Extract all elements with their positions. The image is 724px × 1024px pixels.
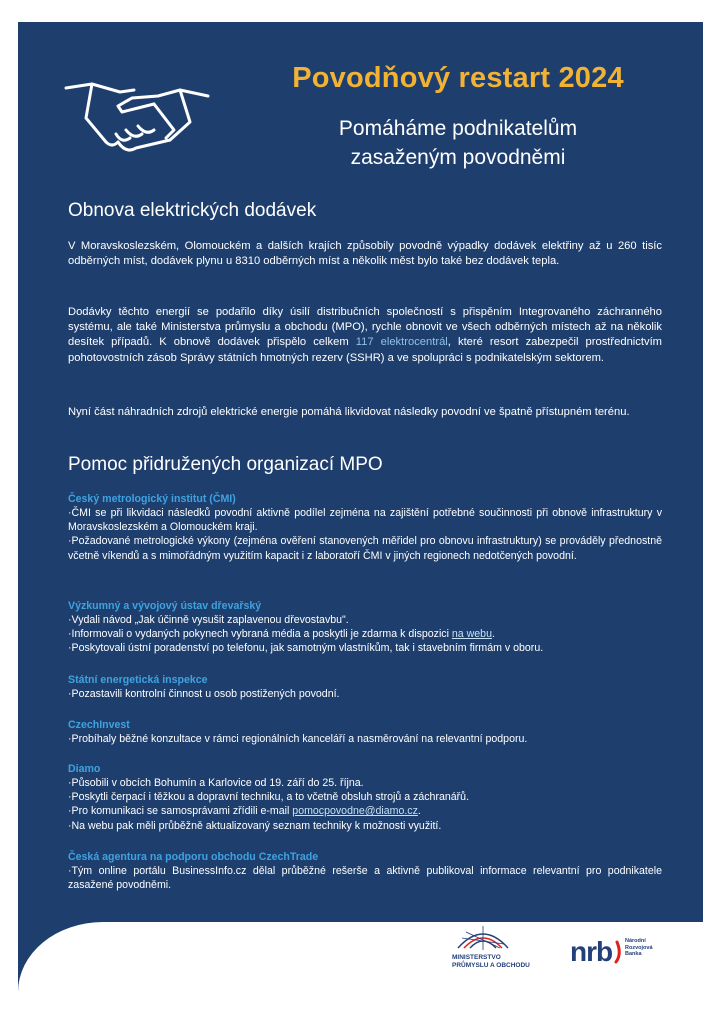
paragraph-text: Dodávky těchto energií se podařilo díky úsilí distribučních společností s přispěním Integrovaného záchranného systému, ale také Ministerstva průmyslu a obchodu (MPO), rychle obnovit ve všech odběrných místech až na několik desítek případů. K obnově dodávek přispělo celkem — [68, 306, 662, 349]
page-title: Povodňový restart 2024 — [292, 62, 624, 94]
org-block-diamo — [68, 762, 662, 833]
list-item: ·Poskytli čerpací i těžkou a dopravní techniku, a to včetně obsluh strojů a záchranářů. — [68, 791, 470, 804]
subtitle-line: zasaženým povodněmi — [350, 146, 566, 169]
paragraph-text: , které resort zabezpečil prostřednictvím pohotovostních zásob Správy státních hmotných rezerv (SSHR) a ve spolupráci s podnikatelským sektorem. — [68, 336, 662, 364]
org-name: Česká agentura na podporu obchodu CzechTrade — [68, 851, 319, 863]
list-item: ·Probíhaly běžné konzultace v rámci regionálních kanceláří a nasměrování na relevantní podporu. — [68, 733, 528, 745]
nrb-line: Národní — [625, 938, 646, 944]
org-name: Český metrologický institut (ČMI) — [68, 493, 236, 505]
page-subtitle — [238, 114, 678, 172]
org-block-czechinvest — [68, 718, 662, 746]
handshake-icon — [62, 68, 212, 158]
mpo-logo-icon — [454, 924, 512, 952]
paragraph: V Moravskoslezském, Olomouckém a dalších krajích způsobily povodně výpadky dodávek elektřiny až u 260 tisíc odběrných míst, dodávek plynu u 8310 odběrných míst a několik měst bylo také bez dodávek tepla. — [68, 240, 662, 268]
highlight-text: 117 elektrocentrál — [355, 336, 448, 349]
web-link[interactable]: na webu — [451, 628, 492, 641]
nrb-logo — [570, 936, 690, 976]
item-text: ·Informovali o vydaných pokynech vybraná média a poskytli je zdarma k dispozici — [68, 628, 452, 641]
poster — [18, 22, 703, 1022]
nrb-line: Rozvojová — [625, 944, 653, 951]
list-item: ·Tým online portálu BusinessInfo.cz dělal průběžné rešerše a aktivně publikoval informace relevantní pro podnikatele zasažené povodněmi. — [68, 865, 662, 892]
list-item: ·Poskytovali ústní poradenství po telefonu, jak samotným vlastníkům, tak i stavebním firmám v oboru. — [68, 642, 544, 655]
item-text: . — [491, 628, 495, 641]
mpo-line: PRŮMYSLU A OBCHODU — [452, 962, 530, 969]
list-item: ·Působili v obcích Bohumín a Karlovice od 19. září do 25. října. — [68, 777, 364, 789]
list-item: ·Požadované metrologické výkony (zejména ověření stanovených měřidel pro obnovu infrastruktury) se prováděly přednostně včetně víkendů a s mimořádným využitím kapacit i z laboratoří ČMI v jiných regionech nedotčených povodní. — [68, 535, 662, 562]
org-name: Diamo — [68, 763, 101, 775]
list-item: ·Na webu pak měli průběžně aktualizovaný seznam techniky k možnosti využití. — [68, 819, 442, 832]
mpo-logo-text — [452, 954, 530, 970]
org-name: CzechInvest — [68, 719, 130, 731]
item-text: . — [417, 805, 421, 818]
org-block-czechtrade — [68, 850, 662, 892]
nrb-line: Banka — [625, 951, 642, 957]
paragraph: Nyní část náhradních zdrojů elektrické energie pomáhá likvidovat následky povodní ve špatně přístupném terénu. — [68, 406, 630, 418]
org-name: Státní energetická inspekce — [68, 674, 208, 686]
email-link[interactable]: pomocpovodne@diamo.cz — [292, 805, 418, 818]
paragraph — [68, 305, 662, 366]
org-block-cmi — [68, 492, 662, 563]
list-item: ·Vydali návod „Jak účinně vysušit zaplavenou dřevostavbu". — [68, 614, 349, 626]
org-block-vvud — [68, 599, 662, 656]
nrb-logo-text — [625, 938, 653, 958]
mpo-logo — [432, 924, 552, 984]
list-item — [68, 627, 662, 641]
nrb-accent-mark — [614, 940, 624, 964]
mpo-line: MINISTERSTVO — [452, 954, 501, 961]
section-heading-organizations: Pomoc přidružených organizací MPO — [68, 454, 383, 475]
item-text: ·Pro komunikaci se samosprávami zřídili e-mail — [68, 805, 293, 818]
org-block-sei — [68, 673, 662, 701]
list-item: ·Pozastavili kontrolní činnost u osob postižených povodní. — [68, 688, 340, 700]
list-item: ·ČMI se při likvidaci následků povodní aktivně podílel zejména na zajištění potřebné součinnosti při obnově infrastruktury v Moravskoslezském a Olomouckém kraji. — [68, 507, 662, 534]
subtitle-line: Pomáháme podnikatelům — [338, 117, 578, 140]
section-heading-electricity: Obnova elektrických dodávek — [68, 200, 317, 221]
org-name: Výzkumný a vývojový ústav dřevařský — [68, 600, 262, 612]
list-item — [68, 804, 662, 818]
nrb-logo-icon: nrb — [570, 936, 613, 967]
